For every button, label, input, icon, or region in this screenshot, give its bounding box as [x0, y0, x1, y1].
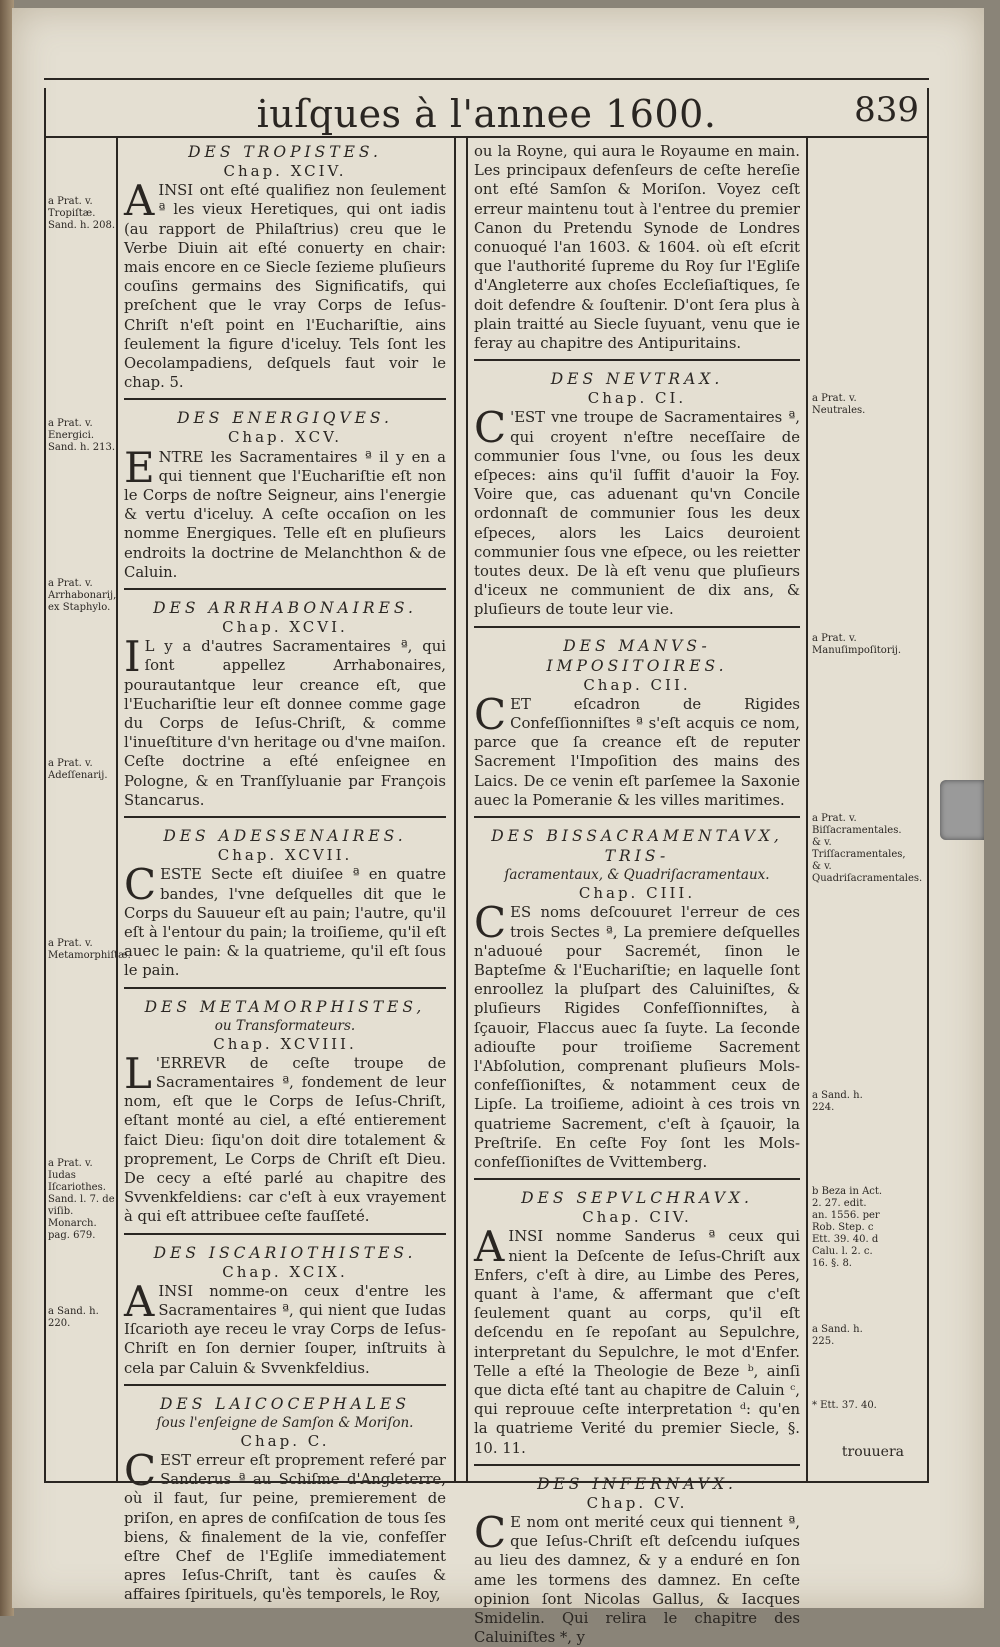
chapter-body: INSI nomme-on ceux d'entre les Sacramentaires ª, qui nient que Iudas Iſcarioth aye receu le vray Corps de Ieſus-Chriſt en ſon dernier ſouper, inſtruits à cela par Caluin & Svvenkfeldius. [124, 1282, 446, 1377]
chapter-text [474, 403, 800, 619]
margin-right-rule [806, 138, 808, 1483]
book-page [12, 8, 984, 1647]
page-frame [44, 78, 929, 1647]
catchword: trouuera [841, 1444, 904, 1460]
outer-right-rule [927, 88, 929, 1483]
column-divider-right [466, 138, 468, 1483]
chapter-number: Chap. CII. [583, 675, 691, 694]
continued-text: ou la Royne, qui aura le Royaume en main. Les principaux defenſeurs de ceſte hereſie ont eſté Samſon & Moriſon. Voyez ceſt erreur maintenu tout à l'entree du premier Canon du Pretendu Synode de Londres conuoqué l'an 1603. & 1604. où eſt eſcrit que l'authorité ſupreme du Roy ſur l'Egliſe d'Angleterre aux choſes Eccleſiaſtiques, ſe doit defendre & ſouſtenir. D'ont ſera plus à plain traitté au Siecle ſuyuant, venu que ie feray au chapitre des Antipuritains. [474, 143, 800, 353]
chapter-body: L y a d'autres Sacramentaires ª, qui ſont appellez Arrhabonaires, pourautantque leur creance eſt, que l'Euchariſtie leur eſt donnee comme gage du Corps de Ieſus-Chriſt, & comme l'inueſtiture d'vn heritage ou d'vne maiſon. Ceſte doctrine a eſté enſeignee en Pologne, & en Tranſſyluanie par François Stancarus. [124, 638, 446, 809]
drop-capital: A [474, 1222, 505, 1272]
margin-note: a Prat. v. Iudas Iſcariothes. Sand. l. 7. de viſib. Monarch. pag. 679. [48, 1158, 115, 1241]
section-title: DES ARRHABONAIRES. [153, 599, 417, 618]
right-text-column [474, 142, 800, 1647]
chapter-section [124, 1384, 446, 1605]
chapter-body: EST erreur eſt proprement referé par Sanderus ª au Schiſme d'Angleterre, où il faut, ſur peine, premierement de priſon, en apres de confiſcation de tous ſes biens, & finalement de la vie, confeſſer eſtre Chef de l'Egliſe immediatement apres Ieſus-Chriſt, tant ès cauſes & affaires ſpirituels, qu'ès temporels, le Roy, [124, 1451, 446, 1604]
section-rule [474, 1464, 800, 1466]
chapter-section [474, 1178, 800, 1458]
chapter-number: Chap. CIII. [578, 884, 696, 903]
drop-capital: C [474, 403, 507, 453]
chapter-number: Chap. XCV. [227, 428, 343, 447]
chapter-body: 'EST vne troupe de Sacramentaires ª, qui croyent n'eſtre neceſſaire de communier ſous l'vne, ou ſous les deux eſpeces: ains qu'il ſuffit d'auoir la Foy. Voire que, cas aduenant qu'vn Concile ordonnaſt de communier ſous les deux eſpeces, alors les Laics deuroient communier ſous vne eſpece, ou les reietter toutes deux. De là eſt venu que pluſieurs d'iceux ne communient de dix ans, & pluſieurs de toute leur vie. [474, 409, 800, 619]
section-rule [124, 1233, 446, 1235]
section-subtitle: ſous l'enſeigne de Samſon & Moriſon. [156, 1414, 414, 1431]
section-title: DES METAMORPHISTES, [144, 997, 426, 1016]
margin-note: a Sand. h. 225. [812, 1324, 863, 1347]
margin-note: a Prat. v. Biſſacramentales. & v. Triſſacramentales, & v. Quadriſacramentales. [812, 813, 923, 884]
chapter-section [474, 1464, 800, 1647]
drop-capital: C [474, 1507, 507, 1557]
chapter-body: INSI ont eſté qualifiez non ſeulement ª les vieux Heretiques, qui ont iadis (au rapport de Philaſtrius) creu que le Verbe Diuin ait eſté conuerty en chair: mais encore en ce Siecle ſezieme pluſieurs couſins germains des Significatifs, qui preſchent que le vray Corps de Ieſus-Chriſt n'eſt point en l'Euchariſtie, ains ſeulement la figure d'iceluy. Tels ſont les Oecolampadiens, deſquels faut voir le chap. 5. [124, 182, 446, 392]
drop-capital: A [124, 176, 155, 226]
chapter-text [474, 1507, 800, 1647]
chapter-body: 'ERREVR de ceſte troupe de Sacramentaires ª, fondement de leur nom, eſt que le Corps de Ieſus-Chriſt, eſtant monté au ciel, a eſté entierement faict Dieu: ſiqu'on doit dire totalement & proprement, Le Corps de Chriſt eſt Dieu. De cecy a eſté parlé au chapitre des Svvenkfeldiens: car c'eſt à eux vrayement à qui eſt attribuee ceſte fauſſeté. [124, 1054, 446, 1226]
chapter-text [124, 632, 446, 810]
section-rule [474, 359, 800, 361]
chapter-text [124, 176, 446, 392]
drop-capital: L [124, 1048, 152, 1098]
section-rule [124, 398, 446, 400]
chapter-text [474, 898, 800, 1172]
chapter-number: Chap. XCVI. [222, 618, 348, 637]
chapter-body: ESTE Secte eſt diuiſee ª en quatre bandes, l'vne deſquelles dit que le Corps du Sauueur eſt au pain; l'autre, qu'il eſt à l'entour du pain; la troiſieme, qu'il eſt auec le pain: & la quatrieme, qu'il eſt ſous le pain. [124, 866, 446, 980]
margin-left-rule [116, 138, 118, 1483]
drop-capital: C [474, 898, 507, 948]
left-text-column [124, 142, 446, 1605]
column-divider-left [454, 138, 456, 1483]
margin-note: a Sand. h. 224. [812, 1090, 863, 1113]
header-rule [44, 136, 929, 138]
chapter-section [124, 1233, 446, 1378]
chapter-body: E nom ont merité ceux qui tiennent ª, que Ieſus-Chriſt eſt deſcendu iuſques au lieu des damnez, & y a enduré en ſon ame les tormens des damnez. En ceſte opinion ſont Nicolas Gallus, & Iacques Smidelin. Qui relira le chapitre des Caluiniſtes *, y [474, 1513, 800, 1647]
page-clip [940, 780, 984, 840]
drop-capital: C [474, 689, 507, 739]
chapter-section [124, 142, 446, 392]
drop-capital: A [124, 1276, 155, 1326]
section-rule [474, 626, 800, 628]
section-rule [124, 1384, 446, 1386]
chapter-section [124, 588, 446, 810]
chapter-text [474, 689, 800, 810]
section-title: DES INFERNAVX. [537, 1474, 737, 1493]
margin-note: b Beza in Act. 2. 27. edit. an. 1556. per Rob. Step. c Ett. 39. 40. d Calu. l. 2. c. 16. §. 8. [812, 1186, 883, 1269]
chapter-text [124, 1445, 446, 1605]
margin-note: * Ett. 37. 40. [812, 1400, 877, 1411]
chapter-text [474, 1222, 800, 1457]
margin-note: a Prat. v. Manuſimpoſitorij. [812, 633, 902, 656]
margin-note: a Prat. v. Arrhabonarij, ex Staphylo. [48, 578, 117, 613]
top-rule [44, 78, 929, 80]
running-head: iuſques à l'annee 1600. [256, 92, 717, 136]
chapter-text [124, 1048, 446, 1227]
chapter-number: Chap. CIV. [582, 1208, 692, 1227]
drop-capital: C [124, 1445, 157, 1495]
chapter-section [474, 359, 800, 619]
margin-note: a Prat. v. Adeſſenarij. [48, 758, 108, 781]
section-title: DES ENERGIQVES. [177, 409, 393, 428]
section-rule [124, 816, 446, 818]
chapter-section [474, 626, 800, 810]
chapter-number: Chap. XCIX. [222, 1262, 348, 1281]
section-title: DES LAICOCEPHALES [159, 1394, 410, 1413]
section-subtitle: ſacramentaux, & Quadriſacramentaux. [504, 867, 770, 884]
section-rule [124, 588, 446, 590]
outer-left-rule [44, 88, 46, 1483]
section-rule [124, 987, 446, 989]
chapter-section [124, 987, 446, 1227]
margin-note: a Prat. v. Tropiſtæ. Sand. h. 208. [48, 196, 116, 231]
chapter-text [124, 442, 446, 582]
section-title: DES MANVS-IMPOSITOIRES. [546, 636, 728, 675]
section-rule [474, 816, 800, 818]
section-title: DES SEPVLCHRAVX. [521, 1189, 753, 1208]
section-subtitle: ou Transformateurs. [214, 1017, 356, 1034]
section-title: DES TROPISTES. [188, 143, 382, 161]
chapter-text [124, 860, 446, 980]
chapter-number: Chap. XCIV. [223, 162, 347, 180]
margin-note: a Sand. h. 220. [48, 1306, 99, 1329]
section-rule [474, 1178, 800, 1180]
chapter-body: INSI nomme Sanderus ª ceux qui nient la Deſcente de Ieſus-Chriſt aux Enfers, c'eſt à dire, au Limbe des Peres, quant à l'ame, & affermant que c'eſt ſeulement quant au corps, qu'il eſt deſcendu en ſe repoſant au Sepulchre, interpretant du Sepulchre, le mot d'Enfer. Telle a eſté la Theologie de Beze ᵇ, ainſi que dicta eſté tant au chapitre de Caluin ᶜ, qui reprouue ceſte interpretation ᵈ: qu'en la quatrieme Verité du premier Siecle, §. 10. 11. [474, 1228, 800, 1457]
drop-capital: C [124, 860, 157, 910]
page-number: 839 [854, 90, 919, 130]
chapter-body: ES noms deſcouuret l'erreur de ces trois Sectes ª, La premiere deſquelles n'aduoué pour Sacremét, ſinon le Bapteſme & l'Euchariſtie; en laquelle ſont enroollez la pluſpart des Caluiniſtes, & pluſieurs Rigides Confeſſionniſtes, à ſçauoir, Flaccus auec ſa ſuyte. La ſeconde adiouſte pour troiſieme Sacrement l'Abſolution, comprenant pluſieurs Mols-confeſſioniſtes, & notamment ceux de Lipſe. La troiſieme, adioint à ces trois vn quatrieme Sacrement, c'eſt à ſçauoir, la Preſtriſe. En ceſte Foy ſont les Mols-confeſſioniſtes de Vvittemberg. [474, 904, 800, 1171]
margin-note: a Prat. v. Metamorphiſtæ. [48, 938, 131, 961]
chapter-section [474, 816, 800, 1172]
chapter-section [124, 398, 446, 582]
chapter-number: Chap. XCVIII. [213, 1034, 357, 1053]
chapter-number: Chap. XCVII. [217, 846, 353, 865]
section-title: DES ADESSENAIRES. [163, 827, 407, 846]
chapter-body: ET eſcadron de Rigides Confeſſionniſtes ª s'eſt acquis ce nom, parce que ſa creance eſt de reputer Sacrement l'Impoſition des mains des Laics. De ce venin eſt parſemee la Saxonie auec la Pomeranie & les villes maritimes. [474, 695, 800, 809]
section-title: DES BISSACRAMENTAVX, TRIS- [491, 827, 783, 866]
drop-capital: I [124, 632, 141, 682]
chapter-body: NTRE les Sacramentaires ª il y en a qui tiennent que l'Euchariſtie eſt non le Corps de noſtre Seigneur, ains l'energie & vertu d'iceluy. A ceſte occaſion on les nomme Energiques. Telle eſt en pluſieurs endroits la doctrine de Melanchthon & de Caluin. [124, 448, 446, 581]
margin-note: a Prat. v. Neutrales. [812, 393, 866, 416]
chapter-number: Chap. CI. [587, 389, 687, 408]
drop-capital: E [124, 442, 155, 492]
margin-note: a Prat. v. Energici. Sand. h. 213. [48, 418, 116, 453]
section-title: DES ISCARIOTHISTES. [153, 1243, 417, 1262]
chapter-number: Chap. C. [240, 1431, 330, 1450]
chapter-number: Chap. CV. [586, 1493, 688, 1512]
chapter-text [124, 1276, 446, 1378]
section-title: DES NEVTRAX. [550, 370, 724, 389]
chapter-section [124, 816, 446, 980]
